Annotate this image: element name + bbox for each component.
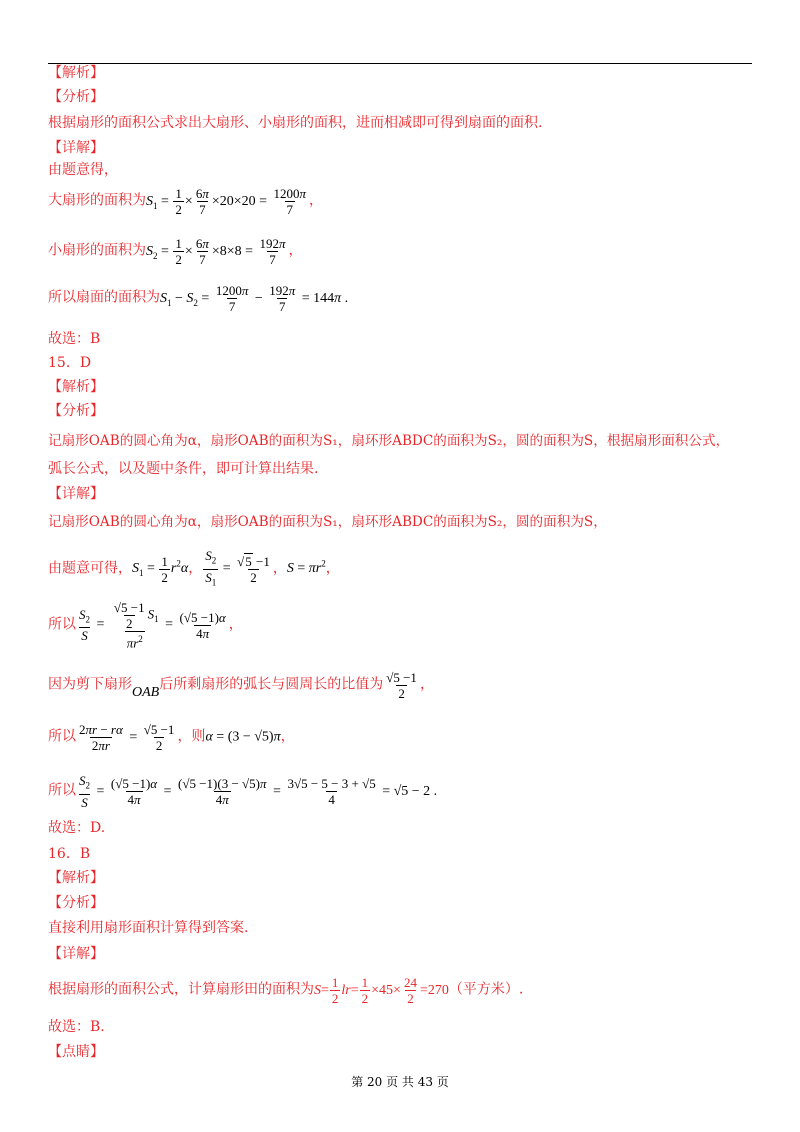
page-footer: 第 20 页 共 43 页: [351, 1075, 449, 1089]
detail-intro: 由题意得，: [48, 162, 118, 178]
formula-prefix: 因为剪下扇形: [48, 676, 132, 693]
formula-prefix: 根据扇形的面积公式，计算扇形田的面积为: [48, 981, 314, 998]
formula-prefix: 所以: [48, 616, 76, 633]
formula-big-sector: 大扇形的面积为$S_1$ = $\frac{1}{2}$ × $\frac{6\pi}{7}$ ×20×20 = $\frac{1200\pi}{7}$ ，: [48, 186, 324, 217]
section-fenxi: 【分析】: [48, 403, 104, 419]
analysis-text: 记扇形OAB的圆心角为α，扇形OAB的面积为S₁，扇环形ABDC的面积为S₂，圆的面积为S，根据扇形面积公式，: [48, 433, 730, 449]
formula-difference: 所以扇面的面积为$S_1 - S_2$ = $\frac{1200\pi}{7}$ − $\frac{192\pi}{7}$ = 144π .: [48, 283, 349, 314]
formula-final: 所以 $\frac{S_2}{S}$ = $\frac{(√5 -1)\alpha}{4\pi}$ = $\frac{(√5 -1)(3 - √5)\pi}{4\pi}$ = $\frac{3√5 - 5 - 3 + √5}{4}$ = √5 − 2 .: [48, 773, 438, 810]
section-jiexi: 【解析】: [48, 65, 104, 81]
formula-field-area: 根据扇形的面积公式，计算扇形田的面积为S= $\frac{1}{2}$ lr= $\frac{1}{2}$ ×45× $\frac{24}{2}$ =270（平方米）.: [48, 975, 524, 1006]
question-heading: 16．B: [48, 846, 91, 862]
formula-conditions: 由题意可得，$S_1$ = $\frac{1}{2}$ $r^2\alpha$， $\frac{S_2}{S_1}$ = $\frac{√5 -1}{2}$ ，$S = \pi r^2$，: [48, 548, 340, 590]
detail-text: 记扇形OAB的圆心角为α，扇形OAB的面积为S₁，扇环形ABDC的面积为S₂，圆的面积为S，: [48, 514, 607, 530]
formula-ratio: 所以 $\frac{S_2}{S}$ = $\frac{√5 -1}{2}$ $S_1$ $\pi r^2$ = $\frac{(√5 -1)\alpha}{4\pi}$ ，: [48, 600, 243, 651]
formula-prefix: 大扇形的面积为: [48, 192, 146, 209]
formula-prefix: 所以: [48, 728, 76, 745]
section-xiangjie: 【详解】: [48, 140, 104, 156]
section-xiangjie: 【详解】: [48, 486, 104, 502]
analysis-text: 直接利用扇形面积计算得到答案.: [48, 920, 249, 936]
section-fenxi: 【分析】: [48, 89, 104, 105]
analysis-text: 弧长公式，以及题中条件，即可计算出结果.: [48, 461, 319, 477]
formula-prefix: 所以: [48, 782, 76, 799]
formula-prefix: 所以扇面的面积为: [48, 289, 160, 306]
section-jiexi: 【解析】: [48, 379, 104, 395]
header-rule: [48, 63, 752, 64]
answer-line: 故选：D.: [48, 820, 106, 836]
formula-alpha: 所以 $\frac{2\pi r - r\alpha}{2\pi r}$ = $\frac{√5 -1}{2}$ ，则α = (3 − √5)π，: [48, 722, 295, 753]
ze-text: ，则: [177, 728, 206, 745]
answer-line: 故选：B: [48, 331, 101, 347]
because-suffix: 后所剩扇形的弧长与圆周长的比值为: [159, 676, 384, 693]
unit-text: （平方米）.: [448, 981, 524, 998]
section-jiexi: 【解析】: [48, 870, 104, 886]
section-fenxi: 【分析】: [48, 895, 104, 911]
question-heading: 15．D: [48, 355, 92, 371]
analysis-text: 根据扇形的面积公式求出大扇形、小扇形的面积，进而相减即可得到扇面的面积.: [48, 115, 543, 131]
section-xiangjie: 【详解】: [48, 946, 104, 962]
because-line: 因为剪下扇形OAB后所剩扇形的弧长与圆周长的比值为 $\frac{√5 -1}{2}$ ，: [48, 670, 434, 701]
formula-prefix: 小扇形的面积为: [48, 242, 146, 259]
answer-line: 故选：B.: [48, 1019, 105, 1035]
section-dianjing: 【点睛】: [48, 1044, 104, 1060]
formula-prefix: 由题意可得，: [48, 560, 132, 577]
formula-small-sector: 小扇形的面积为$S_2$ = $\frac{1}{2}$ × $\frac{6\pi}{7}$ ×8×8 = $\frac{192\pi}{7}$ ，: [48, 236, 303, 267]
